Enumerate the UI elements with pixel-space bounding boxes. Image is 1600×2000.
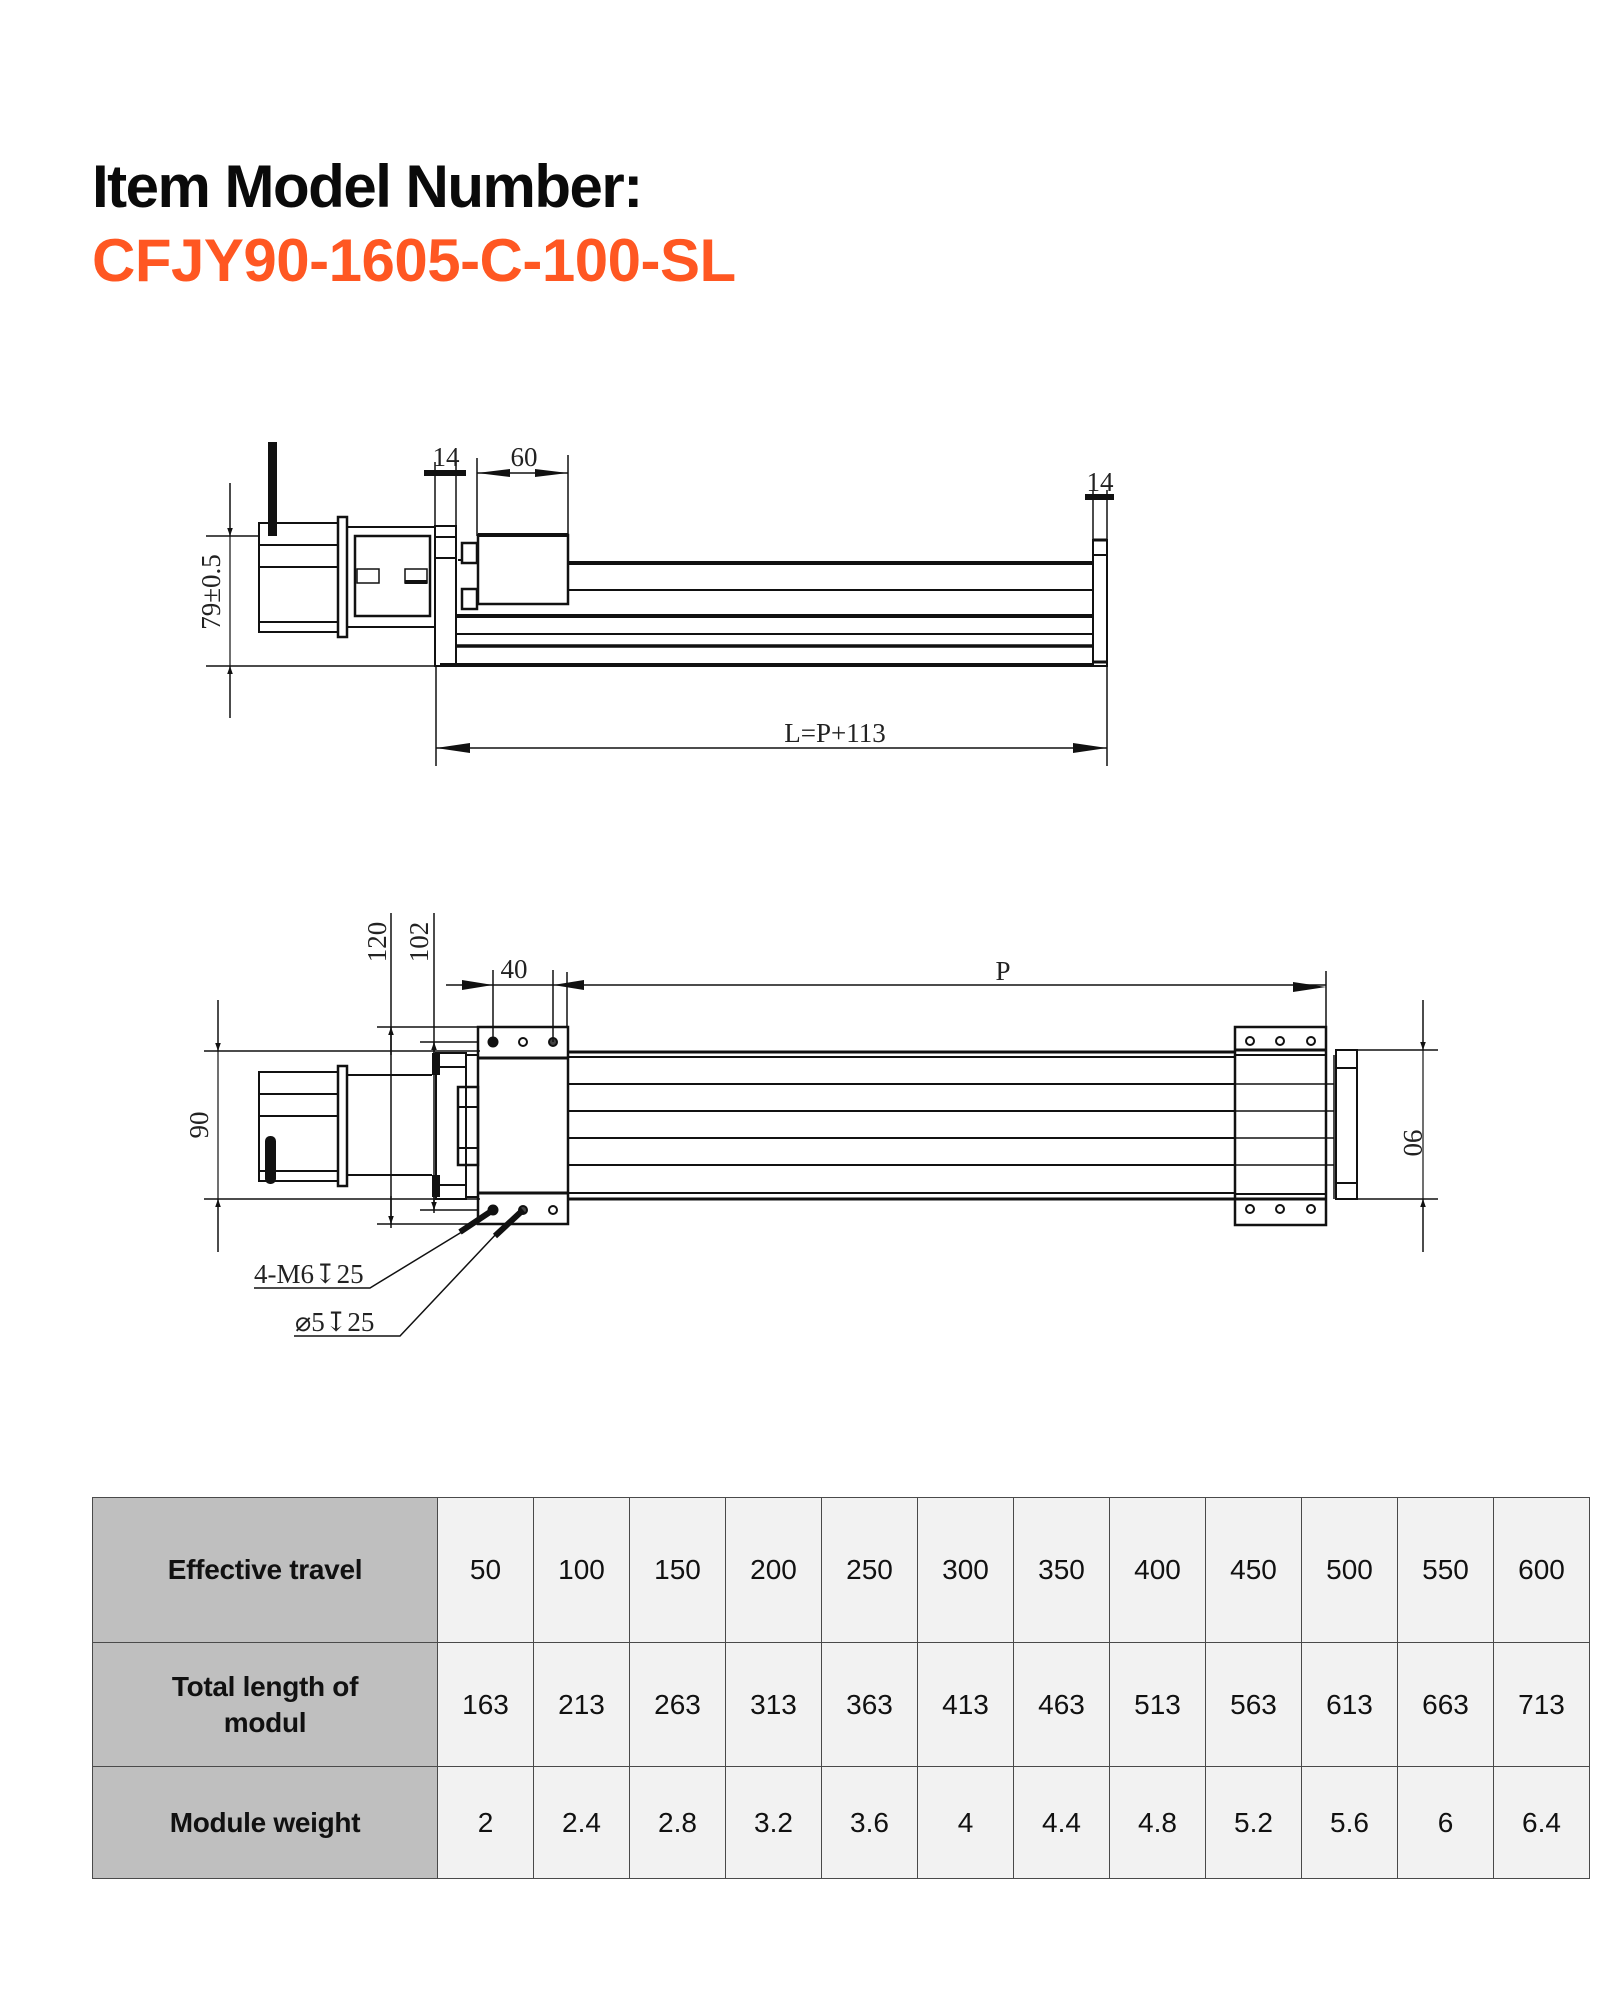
- table-cell: 50: [438, 1498, 534, 1643]
- table-cell: 313: [726, 1643, 822, 1767]
- mounting-holes-left: [489, 1038, 558, 1215]
- table-cell: 4: [918, 1767, 1014, 1879]
- table-cell: 363: [822, 1643, 918, 1767]
- callout-pin-hole: ⌀5↧25: [295, 1307, 375, 1337]
- table-row: [93, 1498, 1590, 1643]
- table-cell: 3.6: [822, 1767, 918, 1879]
- spec-table: [92, 1497, 1590, 1879]
- table-cell: 513: [1110, 1643, 1206, 1767]
- model-number: CFJY90-1605-C-100-SL: [92, 227, 736, 294]
- table-cell: 300: [918, 1498, 1014, 1643]
- dim-end-plate-14-right: 14: [1086, 467, 1114, 497]
- table-cell: 2.4: [534, 1767, 630, 1879]
- table-cell: 3.2: [726, 1767, 822, 1879]
- table-cell: 450: [1206, 1498, 1302, 1643]
- row-header: Total length of modul: [93, 1643, 438, 1767]
- coupler-top: [347, 1053, 478, 1199]
- carriage-top: [478, 1027, 568, 1224]
- table-cell: 213: [534, 1643, 630, 1767]
- callout-thread-m6: 4-M6↧25: [254, 1259, 364, 1289]
- top-view: [204, 913, 1438, 1336]
- side-view: [206, 442, 1114, 766]
- dim-carriage-60: 60: [510, 442, 538, 472]
- coupler-housing: [347, 527, 435, 627]
- table-cell: 663: [1398, 1643, 1494, 1767]
- table-cell: 4.8: [1110, 1767, 1206, 1879]
- dim-120: 120: [362, 921, 392, 963]
- table-cell: 100: [534, 1498, 630, 1643]
- carriage-side: [478, 535, 568, 604]
- table-cell: 200: [726, 1498, 822, 1643]
- table-cell: 4.4: [1014, 1767, 1110, 1879]
- end-plate-right: [1093, 540, 1107, 666]
- table-cell: 600: [1494, 1498, 1590, 1643]
- table-cell: 713: [1494, 1643, 1590, 1767]
- stepper-motor-top: [259, 1066, 347, 1186]
- table-cell: 163: [438, 1643, 534, 1767]
- end-cap-right: [1336, 1050, 1357, 1199]
- table-cell: 500: [1302, 1498, 1398, 1643]
- dim-height-79: 79±0.5: [196, 554, 226, 630]
- row-header: Module weight: [93, 1767, 438, 1879]
- table-cell: 413: [918, 1643, 1014, 1767]
- table-cell: 400: [1110, 1498, 1206, 1643]
- page-title: Item Model Number:: [92, 153, 642, 220]
- dim-width-90-left: 90: [184, 1111, 214, 1139]
- mounting-holes-right: [1246, 1037, 1315, 1213]
- table-row: [93, 1643, 1590, 1767]
- table-cell: 263: [630, 1643, 726, 1767]
- table-cell: 350: [1014, 1498, 1110, 1643]
- rail-profile-top: [568, 1052, 1235, 1199]
- dim-length-l: L=P+113: [784, 718, 886, 748]
- dim-hole-spacing-40: 40: [500, 954, 528, 984]
- table-cell: 613: [1302, 1643, 1398, 1767]
- table-cell: 150: [630, 1498, 726, 1643]
- table-row: [93, 1767, 1590, 1879]
- rail-profile-side: [440, 563, 1093, 665]
- table-cell: 463: [1014, 1643, 1110, 1767]
- row-header: Effective travel: [93, 1498, 438, 1643]
- table-cell: 2: [438, 1767, 534, 1879]
- table-cell: 563: [1206, 1643, 1302, 1767]
- table-cell: 5.2: [1206, 1767, 1302, 1879]
- dim-102: 102: [404, 921, 434, 963]
- table-cell: 5.6: [1302, 1767, 1398, 1879]
- motor-cable: [268, 442, 277, 536]
- table-cell: 6.4: [1494, 1767, 1590, 1879]
- table-cell: 550: [1398, 1498, 1494, 1643]
- table-cell: 250: [822, 1498, 918, 1643]
- dim-end-plate-14-left: 14: [432, 442, 460, 472]
- table-cell: 6: [1398, 1767, 1494, 1879]
- dim-width-90-right: 90: [1398, 1129, 1428, 1157]
- table-cell: 2.8: [630, 1767, 726, 1879]
- dim-travel-p: P: [995, 956, 1011, 986]
- carriage-right: [1235, 1027, 1334, 1225]
